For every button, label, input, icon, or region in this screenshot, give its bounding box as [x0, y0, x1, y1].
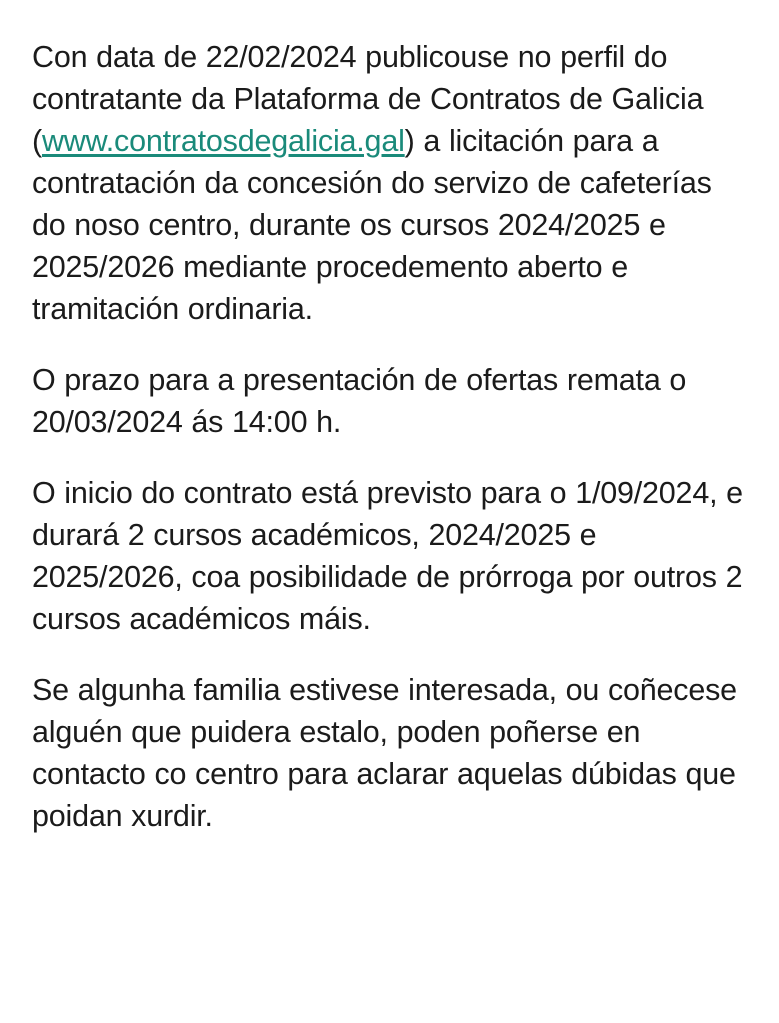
- paragraph-text-continued: ) a licitación para a contratación da concesión do servizo de cafeterías do noso centro, durante os cursos 2024/2025 e 2025/2026 mediante procedemento aberto e tramitación ordinaria.: [32, 124, 712, 326]
- paragraph-text: O prazo para a presentación de ofertas remata o 20/03/2024 ás 14:00 h.: [32, 363, 687, 439]
- contratos-de-galicia-link[interactable]: www.contratosdegalicia.gal: [41, 124, 405, 158]
- paragraph-announcement-publication: [32, 36, 749, 330]
- paragraph-contact-invitation: [32, 669, 749, 837]
- paragraph-offer-deadline: [32, 359, 749, 443]
- paragraph-text: Con data de 22/02/2024 publicouse no perfil do contratante da Plataforma de Contratos de Galicia (: [32, 40, 704, 158]
- paragraph-text: Se algunha familia estivese interesada, ou coñecese alguén que puidera estalo, poden poñerse en contacto co centro para aclarar aquelas dúbidas que poidan xurdir.: [32, 673, 737, 833]
- paragraph-text: O inicio do contrato está previsto para o 1/09/2024, e durará 2 cursos académicos, 2024/2025 e 2025/2026, coa posibilidade de prórroga por outros 2 cursos académicos máis.: [32, 476, 743, 636]
- paragraph-contract-start: [32, 472, 749, 640]
